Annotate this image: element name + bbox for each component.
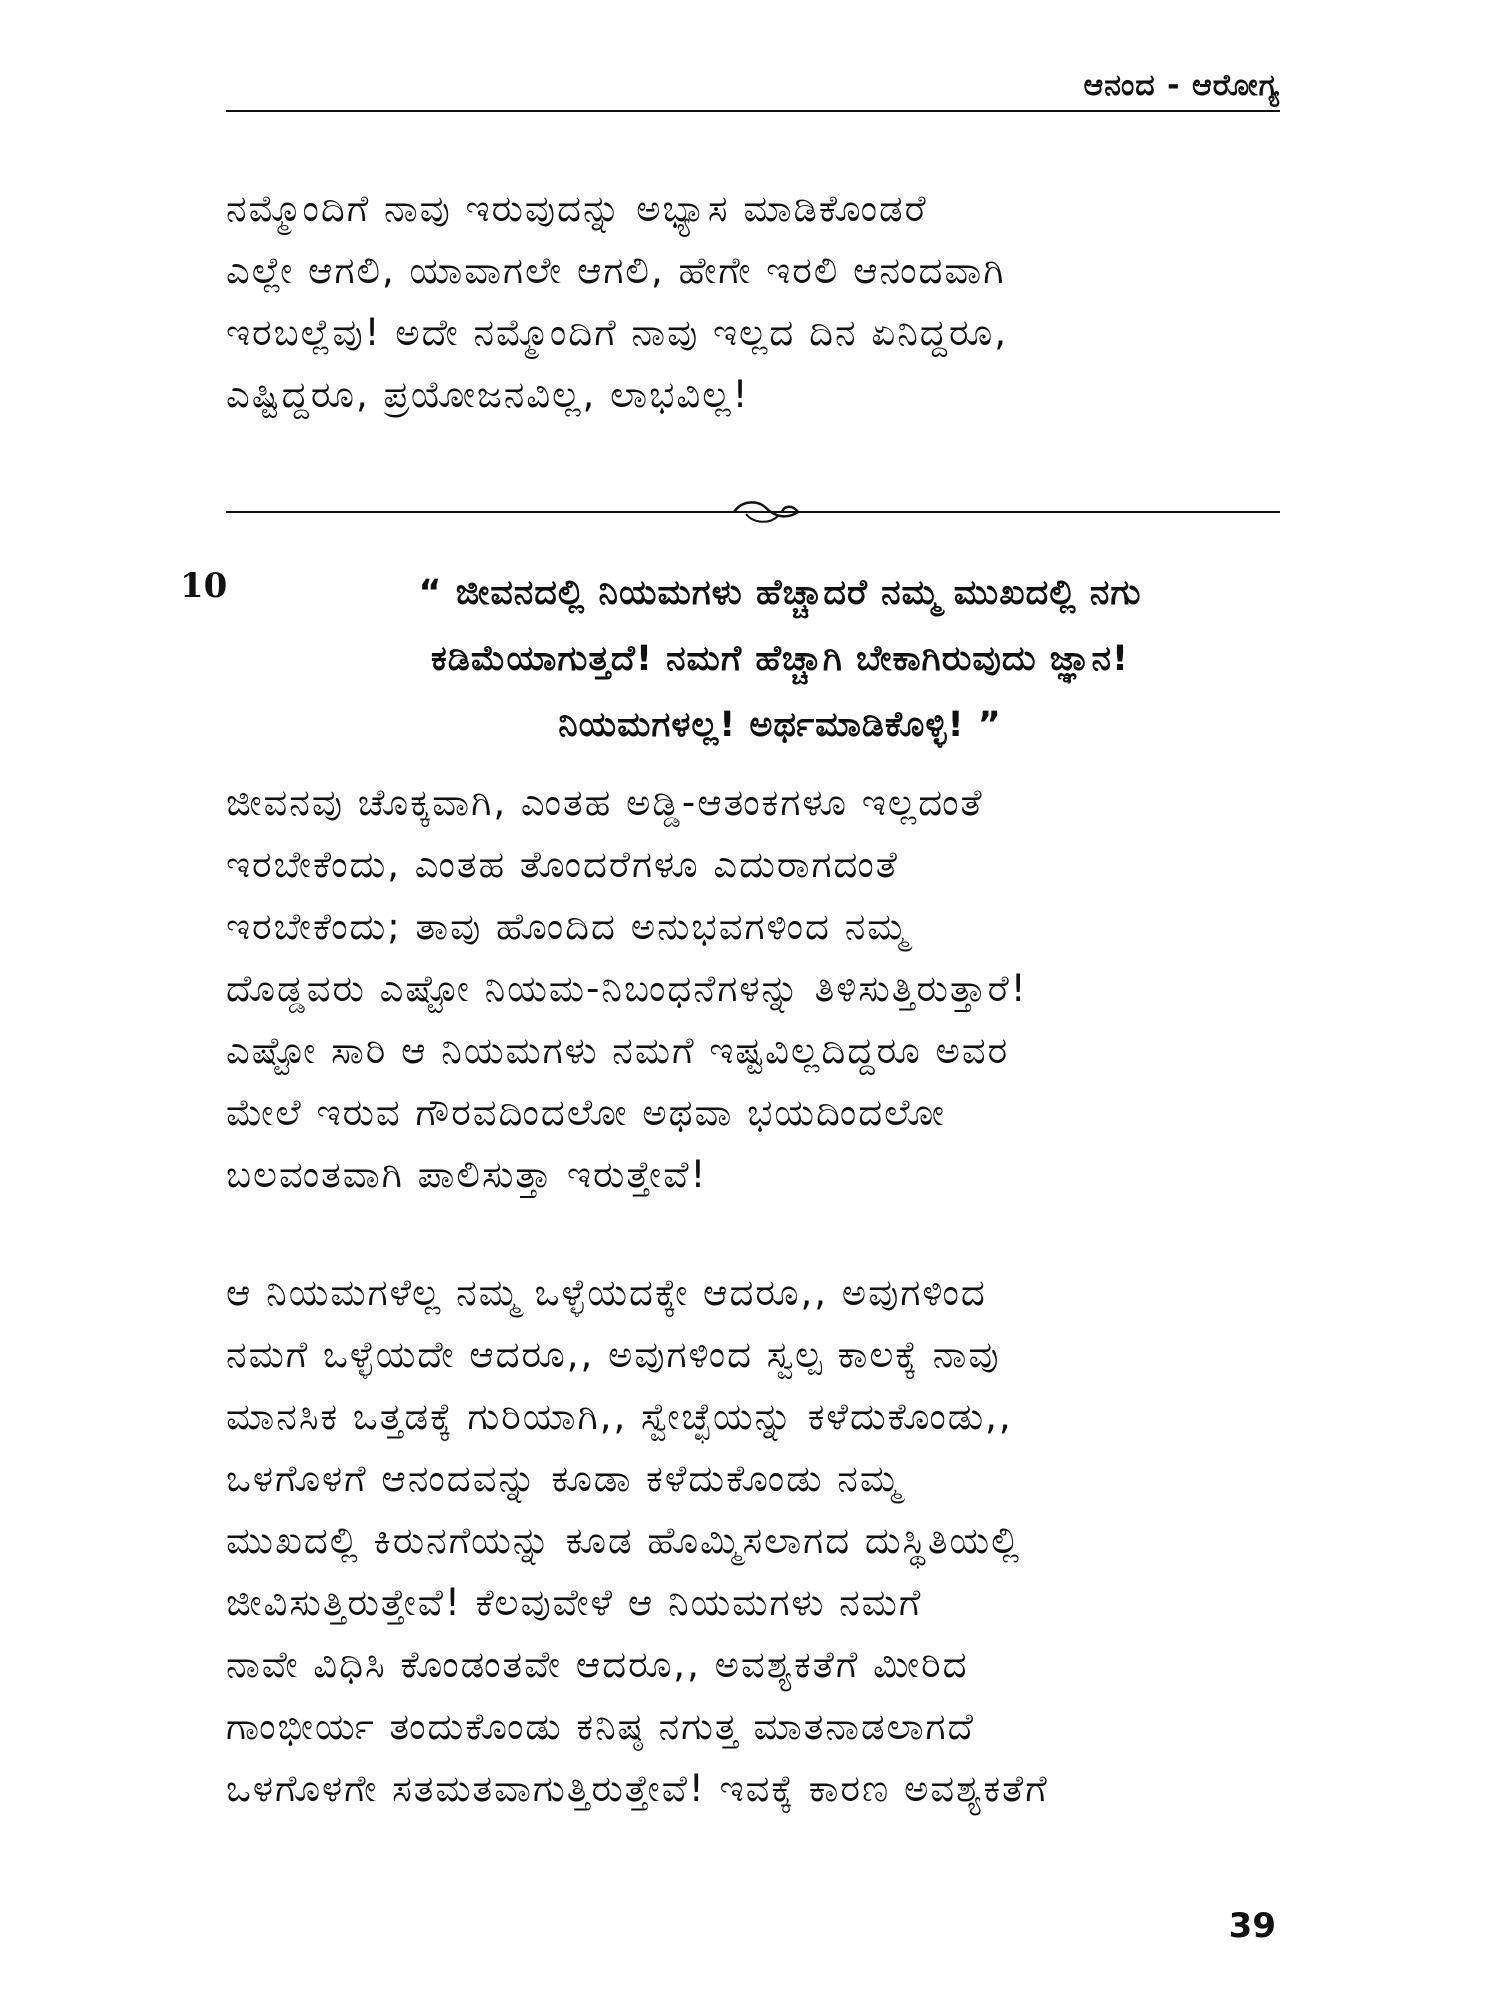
header-rule: [226, 110, 1280, 112]
paragraph-consequences: [226, 1262, 1286, 1820]
text-line: ಒಳಗೊಳಗೆ ಆನಂದವನ್ನು ಕೂಡಾ ಕಳೆದುಕೊಂಡು ನಮ್ಮ: [226, 1457, 903, 1500]
highlighted-quote: [260, 560, 1300, 758]
text-line: ಇರಬಲ್ಲೆವು! ಅದೇ ನಮ್ಮೊಂದಿಗೆ ನಾವು ಇಲ್ಲದ ದಿನ ಏನಿದ್ದರೂ,: [226, 311, 1008, 354]
text-line: ಜೀವನವು ಚೊಕ್ಕವಾಗಿ, ಎಂತಹ ಅಡ್ಡಿ-ಆತಂಕಗಳೂ ಇಲ್ಲದಂತೆ: [226, 781, 984, 824]
text-line: ಒಳಗೊಳಗೇ ಸತಮತವಾಗುತ್ತಿರುತ್ತೇವೆ! ಇವಕ್ಕೆ ಕಾರಣ ಅವಶ್ಯಕತೆಗೆ: [226, 1767, 1049, 1810]
text-line: ಮೇಲೆ ಇರುವ ಗೌರವದಿಂದಲೋ ಅಥವಾ ಭಯದಿಂದಲೋ: [226, 1091, 946, 1134]
text-line: ಇರಬೇಕೆಂದು, ಎಂತಹ ತೊಂದರೆಗಳೂ ಎದುರಾಗದಂತೆ: [226, 843, 899, 886]
text-line: ಮಾನಸಿಕ ಒತ್ತಡಕ್ಕೆ ಗುರಿಯಾಗಿ,, ಸ್ವೇಚ್ಛೆಯನ್ನು ಕಳೆದುಕೊಂಡು,,: [226, 1395, 1013, 1438]
text-line: ನಾವೇ ವಿಧಿಸಿ ಕೊಂಡಂತವೇ ಆದರೂ,, ಅವಶ್ಯಕತೆಗೆ ಮೀರಿದ: [226, 1643, 969, 1686]
text-line: ನಮ್ಮೊಂದಿಗೆ ನಾವು ಇರುವುದನ್ನು ಅಭ್ಯಾಸ ಮಾಡಿಕೊಂಡರೆ: [226, 187, 928, 230]
paragraph-intro: [226, 178, 1286, 426]
running-header-title: ಆನಂದ - ಆರೋಗ್ಯ: [1083, 68, 1280, 103]
text-line: ಇರಬೇಕೆಂದು; ತಾವು ಹೊಂದಿದ ಅನುಭವಗಳಿಂದ ನಮ್ಮ: [226, 905, 910, 948]
text-line: ಬಲವಂತವಾಗಿ ಪಾಲಿಸುತ್ತಾ ಇರುತ್ತೇವೆ!: [226, 1153, 708, 1196]
text-line: ನಮಗೆ ಒಳ್ಳೆಯದೇ ಆದರೂ,, ಅವುಗಳಿಂದ ಸ್ವಲ್ಪ ಕಾಲಕ್ಕೆ ನಾವು: [226, 1333, 1001, 1376]
text-line: ಎಲ್ಲೇ ಆಗಲಿ, ಯಾವಾಗಲೇ ಆಗಲಿ, ಹೇಗೇ ಇರಲಿ ಆನಂದವಾಗಿ: [226, 249, 1006, 292]
text-line: ಜೀವಿಸುತ್ತಿರುತ್ತೇವೆ! ಕೆಲವುವೇಳೆ ಆ ನಿಯಮಗಳು ನಮಗೆ: [226, 1581, 923, 1624]
text-line: ದೊಡ್ಡವರು ಎಷ್ಟೋ ನಿಯಮ-ನಿಬಂಧನೆಗಳನ್ನು ತಿಳಿಸುತ್ತಿರುತ್ತಾರೆ!: [226, 967, 1028, 1010]
page-number: 39: [1228, 1906, 1276, 1946]
quote-line: ನಿಯಮಗಳಲ್ಲ! ಅರ್ಥಮಾಡಿಕೊಳ್ಳಿ! ”: [558, 705, 1002, 745]
ornamental-divider: [226, 490, 1280, 530]
text-line: ಮುಖದಲ್ಲಿ ಕಿರುನಗೆಯನ್ನು ಕೂಡ ಹೊಮ್ಮಿಸಲಾಗದ ದುಸ್ಥಿತಿಯಲ್ಲಿ: [226, 1519, 1022, 1562]
quote-line: ಕಡಿಮೆಯಾಗುತ್ತದೆ! ನಮಗೆ ಹೆಚ್ಚಾಗಿ ಬೇಕಾಗಿರುವುದು ಜ್ಞಾನ!: [431, 639, 1129, 679]
text-line: ಆ ನಿಯಮಗಳೆಲ್ಲ ನಮ್ಮ ಒಳ್ಳೆಯದಕ್ಕೇ ಆದರೂ,, ಅವುಗಳಿಂದ: [226, 1271, 987, 1314]
text-line: ಎಷ್ಟಿದ್ದರೂ, ಪ್ರಯೋಜನವಿಲ್ಲ, ಲಾಭವಿಲ್ಲ!: [226, 373, 750, 416]
text-line: ಗಾಂಭೀರ್ಯ ತಂದುಕೊಂಡು ಕನಿಷ್ಠ ನಗುತ್ತ ಮಾತನಾಡಲಾಗದೆ: [226, 1705, 975, 1748]
quote-number: 10: [180, 566, 228, 606]
text-line: ಎಷ್ಟೋ ಸಾರಿ ಆ ನಿಯಮಗಳು ನಮಗೆ ಇಷ್ಟವಿಲ್ಲದಿದ್ದರೂ ಅವರ: [226, 1029, 1010, 1072]
paragraph-rules: [226, 772, 1286, 1206]
quote-line: “ ಜೀವನದಲ್ಲಿ ನಿಯಮಗಳು ಹೆಚ್ಚಾದರೆ ನಮ್ಮ ಮುಖದಲ್ಲಿ ನಗು: [418, 573, 1142, 613]
